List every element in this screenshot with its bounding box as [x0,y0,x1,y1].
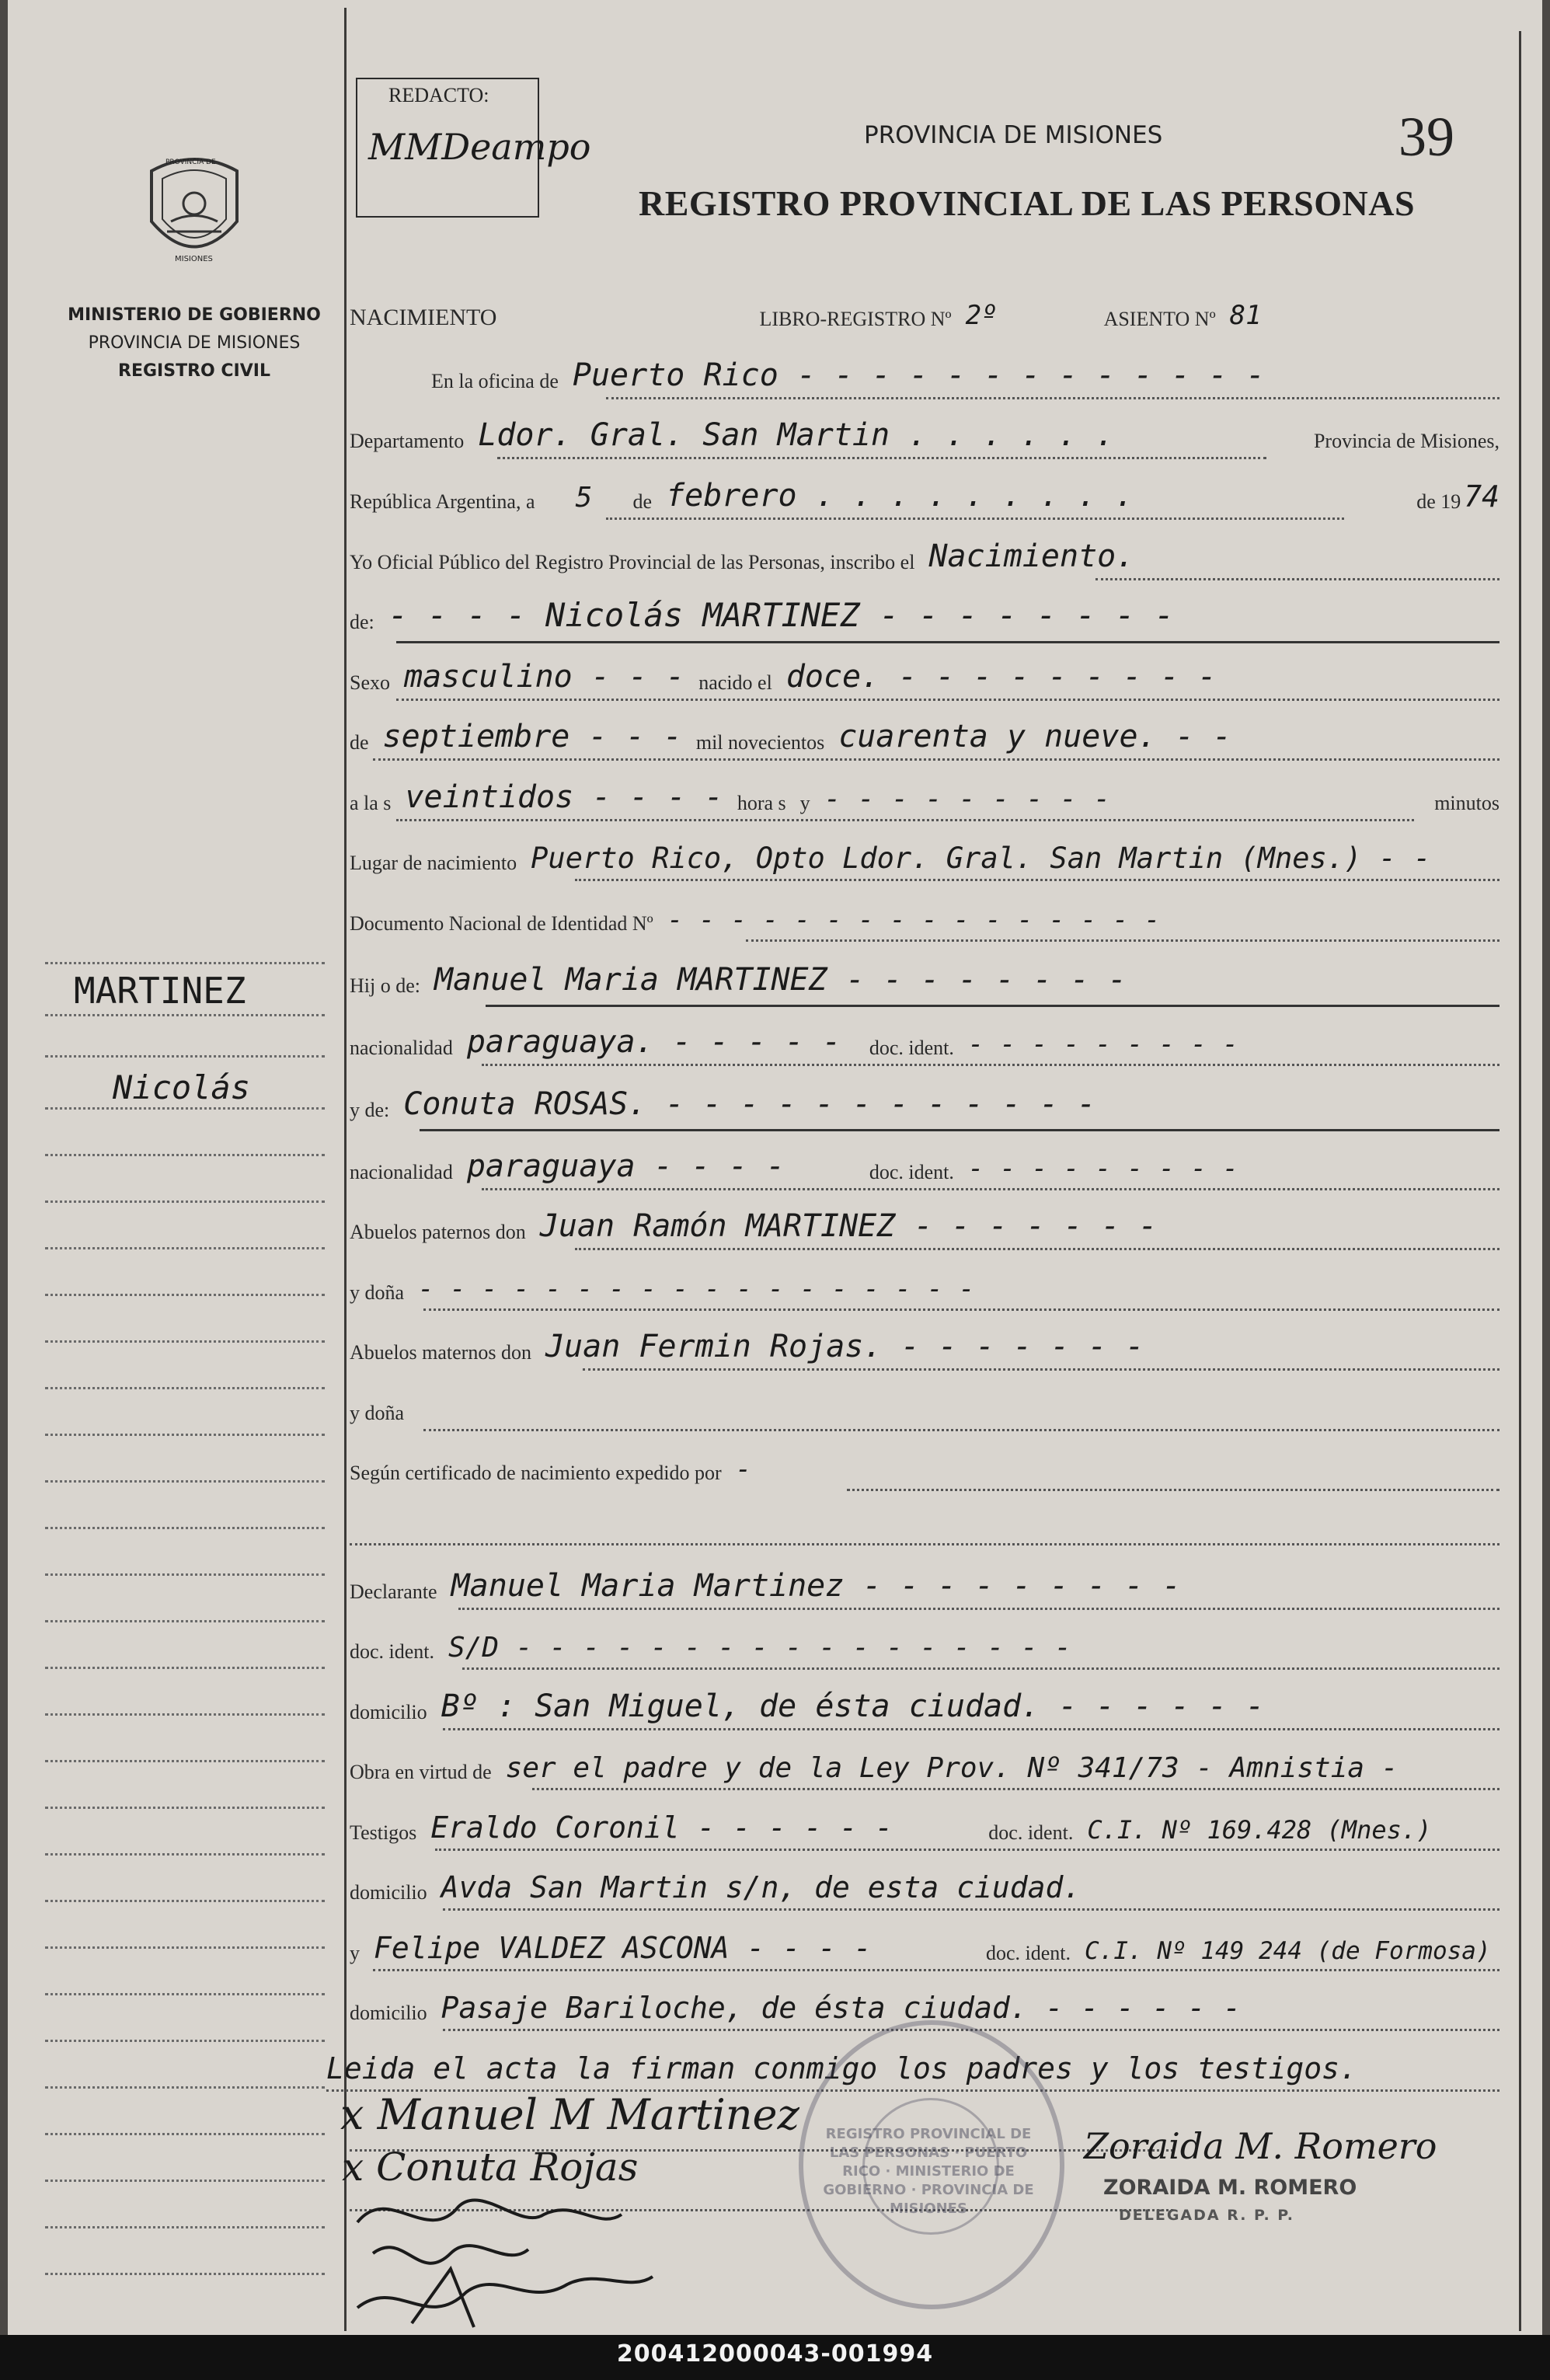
margin-line [45,1055,325,1058]
hora-label: hora s [737,792,786,814]
row-oficina [350,350,1499,406]
row-obra [350,1741,1499,1796]
doc-ident-label-2: doc. ident. [869,1161,954,1183]
abuelos-pat-label: Abuelos paternos don [350,1221,526,1243]
margin-line [45,1807,325,1809]
lugar-value: Puerto Rico, Opto Ldor. Gral. San Martin (Mnes.) - - [531,842,1431,875]
margin-line [45,1200,325,1203]
margin-line [45,2273,325,2275]
nombre-value: - - - - Nicolás MARTINEZ - - - - - - - - [388,596,1175,634]
margin-line [45,1340,325,1343]
signature-padre: x Manuel M Martinez [340,2090,799,2139]
margin-given-name: Nicolás [113,1068,251,1106]
row-padre-nacionalidad [350,1016,1499,1072]
libro-label: LIBRO-REGISTRO Nº [759,308,952,330]
margin-line [45,1573,325,1576]
margin-line [45,962,325,964]
leida-text: Leida el acta la firman conmigo los padres y los testigos. [326,2051,1357,2086]
row-sexo [350,651,1499,707]
anio-nac-value: cuarenta y nueve. - - [838,719,1231,754]
dni-value: - - - - - - - - - - - - - - - - [667,904,1161,936]
ydona-label-2: y doña [350,1402,405,1424]
minutos-label: minutos [1434,792,1499,814]
row-rule [497,457,1266,459]
minutos-value: - - - - - - - - - [824,783,1111,815]
margin-line [45,1713,325,1716]
witness-signatures [342,2176,715,2339]
seal-bottom-text: MISIONES [175,255,213,263]
row-rule [396,699,1499,701]
row-rule [462,1667,1499,1670]
row-rule [575,1248,1499,1250]
margin-line [45,1527,325,1529]
row-testigo-1 [350,1801,1499,1857]
redacto-box [356,78,591,218]
row-certificado-2 [350,1496,1499,1552]
row-rule [486,1005,1499,1007]
row-rule [482,1188,1499,1190]
margin-line [45,1760,325,1762]
row-rule [606,397,1499,399]
page-number: 39 [1398,106,1454,168]
dni-label: Documento Nacional de Identidad Nº [350,912,653,935]
decl-doc-value: S/D - - - - - - - - - - - - - - - - - [448,1632,1071,1664]
row-certificado [350,1441,1499,1497]
row-abuela-paterna [350,1261,1499,1317]
row-fecha [350,470,1499,526]
margin-line [45,1620,325,1622]
redacto-label: REDACTO: [388,84,489,106]
nacido-value: doce. - - - - - - - - - [785,659,1217,695]
abuelo-mat-value: Juan Fermin Rojas. - - - - - - - [545,1329,1144,1364]
fecha-de-label: de [632,490,653,513]
abuelos-mat-label: Abuelos maternos don [350,1341,531,1364]
certificado-label: Según certificado de nacimiento expedido por [350,1462,722,1484]
declarante-value: Manuel Maria Martinez - - - - - - - - - [451,1568,1181,1604]
archive-id: 200412000043-001994 [616,2340,934,2368]
padre-doc-value: - - - - - - - - - [967,1029,1238,1060]
republica-label: República Argentina, a [350,490,535,513]
province-heading: PROVINCIA DE MISIONES [864,121,1163,149]
oficial-text: Yo Oficial Público del Registro Provincial de las Personas, inscribo el [350,551,915,573]
madre-value: Conuta ROSAS. - - - - - - - - - - - - [403,1086,1096,1122]
row-declarante [350,1560,1499,1616]
row-rule [373,758,1499,761]
de2-label: de [350,731,369,754]
redacto-signature: MMDeampo [368,126,591,168]
testigo2-dom: Pasaje Bariloche, de ésta ciudad. - - - - - - [441,1991,1242,2025]
nacimiento-label: NACIMIENTO [350,305,497,330]
ministry-block [47,301,342,385]
departamento-label: Departamento [350,430,465,452]
row-rule [746,939,1499,942]
row-abuela-materna [350,1382,1499,1437]
hora-value: veintidos - - - - [405,779,723,815]
margin-line [45,1107,325,1110]
obra-label: Obra en virtud de [350,1761,492,1783]
margin-line [45,1014,325,1016]
margin-line [45,1247,325,1249]
row-declarante-doc [350,1620,1499,1676]
padre-nac-value: paraguaya. - - - - - [466,1024,841,1060]
row-rule [575,879,1499,881]
y-testigo-label: y [350,1942,360,1964]
row-nombre [350,591,1499,646]
testigo1-doc: C.I. Nº 169.428 (Mnes.) [1087,1815,1432,1845]
margin-line [45,1387,325,1389]
row-rule [423,1429,1499,1431]
margin-line [45,1434,325,1436]
right-edge-rule [1519,31,1521,2331]
anio-label: de 19 [1416,490,1461,513]
sexo-value: masculino - - - [404,659,685,695]
row-abuelos-paternos [350,1200,1499,1256]
nacido-label: nacido el [698,671,772,694]
row-rule [420,1129,1499,1131]
nacionalidad-label-2: nacionalidad [350,1161,453,1183]
row-rule [350,1543,1499,1545]
delegate-title: DELEGADA R. P. P. [1119,2207,1294,2224]
certificado-value: - [735,1454,752,1485]
ministry-line-1: MINISTERIO DE GOBIERNO [68,305,321,325]
margin-line [45,2133,325,2135]
lugar-label: Lugar de nacimiento [350,852,517,874]
yde-label: y de: [350,1099,390,1121]
signature-madre: x Conuta Rojas [342,2145,639,2190]
testigo1-value: Eraldo Coronil - - - - - - [430,1810,893,1845]
row-rule [423,1308,1499,1311]
domicilio-label: domicilio [350,1701,427,1723]
testigo1-doc-label: doc. ident. [988,1821,1074,1844]
margin-line [45,2226,325,2228]
departamento-value: Ldor. Gral. San Martin . . . . . . [478,417,1115,453]
testigo2-value: Felipe VALDEZ ASCONA - - - - [374,1931,872,1965]
provincial-seal [136,148,253,272]
abuela-pat-value: - - - - - - - - - - - - - - - - - - [418,1274,975,1305]
row-rule [373,1969,1499,1971]
testigo2-doc-label: doc. ident. [986,1942,1071,1964]
mes-nac-value: septiembre - - - [382,719,682,754]
asiento-value: 81 [1229,300,1262,331]
mes-value: febrero . . . . . . . . . [666,478,1134,514]
madre-doc-value: - - - - - - - - - [967,1153,1238,1184]
row-rule [443,1728,1499,1730]
oficina-value: Puerto Rico - - - - - - - - - - - - - [572,357,1265,393]
margin-line [45,1294,325,1296]
inscribo-value: Nacimiento. [928,538,1135,574]
oficina-label: En la oficina de [431,370,559,392]
row-lugar [350,831,1499,887]
row-hora [350,772,1499,828]
asiento-label: ASIENTO Nº [1103,308,1216,330]
sexo-label: Sexo [350,671,390,694]
left-column-rule [344,8,347,2331]
declarante-label: Declarante [350,1580,437,1603]
testigo1-dom: Avda San Martin s/n, de esta ciudad. [441,1870,1082,1904]
abuelo-pat-value: Juan Ramón MARTINEZ - - - - - - - [539,1208,1158,1244]
row-rule [443,1908,1499,1911]
row-declarante-domicilio [350,1681,1499,1737]
row-libro [350,287,1499,343]
nombre-label: de: [350,611,374,633]
decl-doc-label: doc. ident. [350,1640,435,1663]
margin-line [45,1853,325,1856]
row-madre [350,1078,1499,1134]
margin-line [45,2180,325,2182]
margin-line [45,1993,325,1995]
y-label: y [799,792,810,814]
alas-label: a la s [350,792,392,814]
seal-top-text: PROVINCIA DE [165,159,216,166]
row-rule [532,1788,1499,1790]
margin-line [45,1154,325,1156]
row-mes-nacimiento [350,711,1499,767]
margin-line [45,1480,325,1483]
row-madre-nacionalidad [350,1141,1499,1197]
margin-line [45,2086,325,2089]
delegate-name: ZORAIDA M. ROMERO [1103,2176,1357,2200]
ministry-line-2: PROVINCIA DE MISIONES [88,333,301,353]
margin-line [45,1667,325,1669]
row-rule [482,1064,1499,1066]
row-rule [435,1849,1499,1851]
margin-line [45,2040,325,2042]
row-rule [396,641,1499,643]
delegate-signature: Zoraida M. Romero [1084,2125,1437,2167]
row-testigo-2 [350,1922,1499,1978]
row-rule [458,1608,1499,1610]
row-rule [583,1368,1499,1371]
row-rule [1095,578,1499,580]
row-testigo-1-domicilio [350,1861,1499,1917]
row-abuelos-maternos [350,1321,1499,1377]
libro-value: 2º [965,300,998,331]
provincia-suffix: Provincia de Misiones, [1313,430,1499,452]
row-oficial [350,531,1499,587]
row-rule [847,1489,1499,1491]
nacionalidad-label: nacionalidad [350,1037,453,1059]
row-dni [350,892,1499,948]
row-rule [396,819,1414,821]
decl-dom-value: Bº : San Miguel, de ésta ciudad. - - - - - - [441,1688,1265,1724]
margin-line [45,1946,325,1949]
row-departamento [350,409,1499,465]
hijo-label: Hij o de: [350,974,420,997]
testigo1-dom-label: domicilio [350,1881,427,1904]
doc-ident-label: doc. ident. [869,1037,954,1059]
row-padre [350,954,1499,1010]
testigo2-doc: C.I. Nº 149 244 (de Formosa) [1085,1937,1491,1965]
mil-label: mil novecientos [695,731,825,754]
margin-surname: MARTINEZ [74,970,246,1012]
margin-line [45,1900,325,1902]
row-rule [606,517,1344,520]
ministry-line-3: REGISTRO CIVIL [118,361,270,381]
testigos-label: Testigos [350,1821,417,1844]
dia-value: 5 [575,482,593,514]
testigo2-dom-label: domicilio [350,2002,427,2024]
stamp-text: REGISTRO PROVINCIAL DE LAS PERSONAS · PUERTO RICO · MINISTERIO DE GOBIERNO · PROVINCIA DE MISIONES [823,2126,1034,2217]
ydona-label: y doña [350,1281,405,1304]
registry-heading: REGISTRO PROVINCIAL DE LAS PERSONAS [639,183,1416,223]
madre-nac-value: paraguaya - - - - [466,1148,785,1184]
padre-value: Manuel Maria MARTINEZ - - - - - - - - [434,962,1127,998]
anio-value: 74 [1464,479,1499,514]
obra-value: ser el padre y de la Ley Prov. Nº 341/73 - Amnistia - [505,1752,1398,1784]
